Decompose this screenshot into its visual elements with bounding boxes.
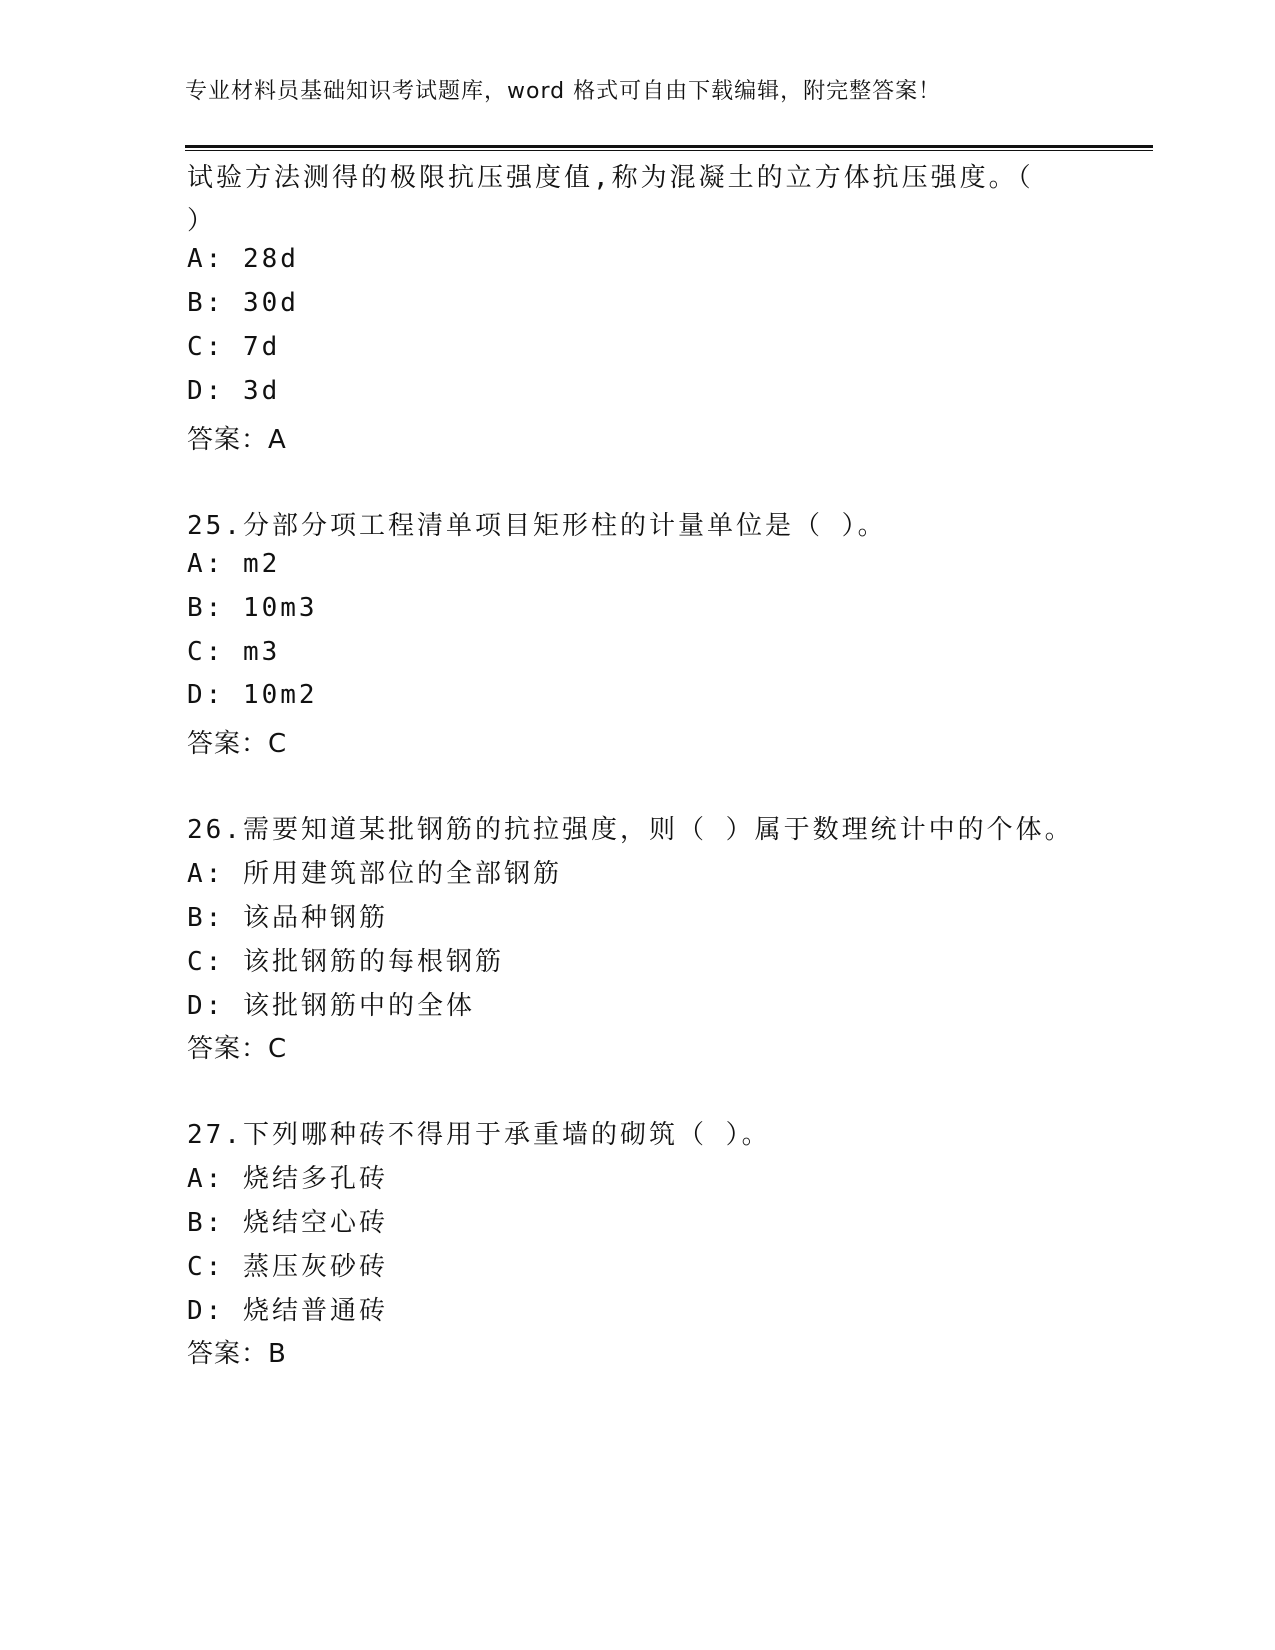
option-c: C: 蒸压灰砂砖 xyxy=(187,1252,388,1282)
option-a: A: 所用建筑部位的全部钢筋 xyxy=(187,859,562,889)
answer-line: 答案：C xyxy=(187,1034,288,1064)
page-header: 专业材料员基础知识考试题库，word 格式可自由下载编辑，附完整答案！ xyxy=(185,79,942,104)
question-stem: 25.分部分项工程清单项目矩形柱的计量单位是（ ）。 xyxy=(187,511,887,541)
answer-line: 答案：C xyxy=(187,729,288,759)
header-rule-thin xyxy=(185,150,1153,151)
option-b: B: 烧结空心砖 xyxy=(187,1208,388,1238)
option-d: D: 3d xyxy=(187,376,281,406)
option-a: A: m2 xyxy=(187,549,281,579)
option-d: D: 10m2 xyxy=(187,680,318,710)
answer-line: 答案：B xyxy=(187,1339,287,1369)
option-d: D: 烧结普通砖 xyxy=(187,1296,388,1326)
option-a: A: 烧结多孔砖 xyxy=(187,1164,388,1194)
question-stem: 27.下列哪种砖不得用于承重墙的砌筑（ ）。 xyxy=(187,1120,771,1150)
header-rule-thick xyxy=(185,145,1153,148)
option-d: D: 该批钢筋中的全体 xyxy=(187,991,475,1021)
answer-line: 答案：A xyxy=(187,425,287,455)
option-b: B: 30d xyxy=(187,288,299,318)
option-b: B: 该品种钢筋 xyxy=(187,903,388,933)
question-text-continued-close: ） xyxy=(187,206,217,236)
option-c: C: m3 xyxy=(187,637,281,667)
option-b: B: 10m3 xyxy=(187,593,318,623)
question-text-continued: 试验方法测得的极限抗压强度值,称为混凝土的立方体抗压强度。（ xyxy=(187,163,1034,193)
question-stem: 26.需要知道某批钢筋的抗拉强度，则（ ）属于数理统计中的个体。 xyxy=(187,815,1074,845)
option-c: C: 7d xyxy=(187,332,281,362)
option-c: C: 该批钢筋的每根钢筋 xyxy=(187,947,504,977)
option-a: A: 28d xyxy=(187,244,299,274)
